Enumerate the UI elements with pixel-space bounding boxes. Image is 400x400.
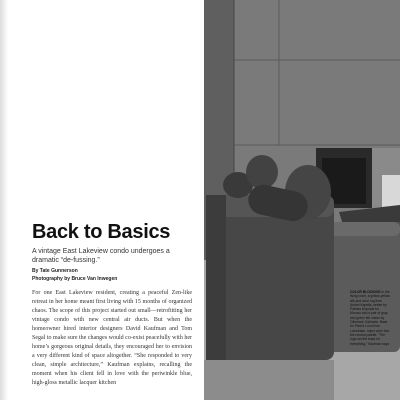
byline-author: By Tate Gunnerson xyxy=(32,268,78,274)
photo-caption xyxy=(350,290,390,346)
caption-label: COLOR BLOCKING xyxy=(350,290,381,294)
caption-text: In the living room, a yellow-yellow silk and wool rug from Andrei Kapetis, settee by Patricia Urquiola for Moroso and a pair of gray and green felt chairs by Ottomani, Kabinets. Base for Piedra Lund from Loewbaan. Inject color into the neutral palette. “The rugs set the base for everything,” Kaufman says. xyxy=(350,290,390,346)
article-title: Back to Basics xyxy=(32,221,171,243)
byline-photographer: Photography by Bruce Van Inwegen xyxy=(32,276,118,282)
article-body: For one East Lakeview resident, creating a peaceful Zen-like retreat in her home meant first living with 15 months of organized chaos. The scope of this project started out small—retrofitting her vintage condo with new central air ducts. But when the homeowner hired interior designers David Kaufman and Tom Segal to make sure the changes would co-exist peacefully with her home’s gorgeous original details, they encouraged her to envision a very different kind of space altogether. “She responded to very clean, simple architecture,” Kaufman explains, recalling the moment when his client fell in love with the periwinkle blue, high-gloss metallic lacquer kitchen xyxy=(32,290,192,386)
article-deck: A vintage East Lakeview condo undergoes a dramatic “de-fussing.” xyxy=(32,248,170,264)
cushion xyxy=(246,155,278,189)
